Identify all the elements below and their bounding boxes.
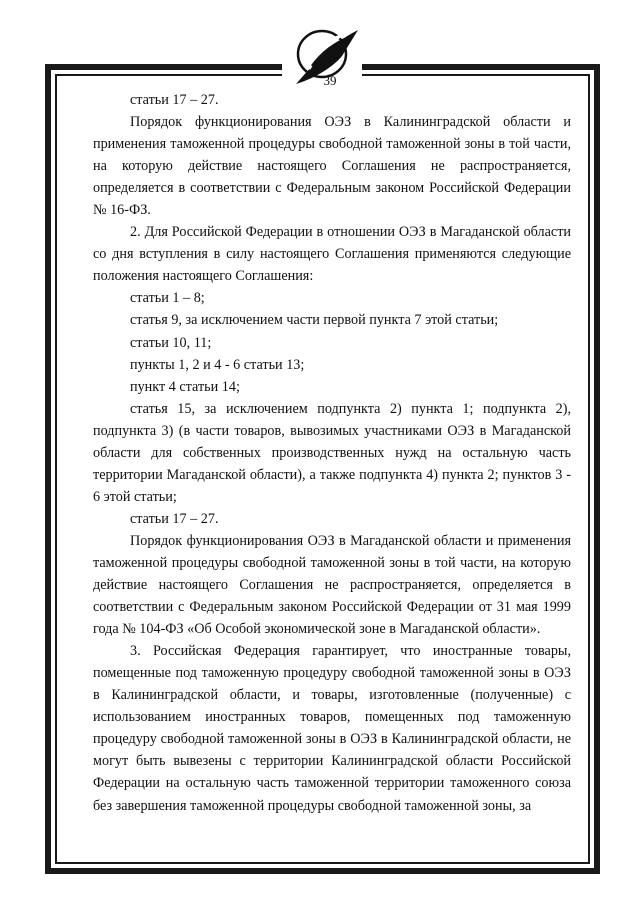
document-body — [93, 89, 571, 817]
paragraph: Порядок функционирования ОЭЗ в Магаданской области и применения таможенной процедуры свободной таможенной зоны в той части, на которую действие настоящего Соглашения не распространяется, определяется в соответствии с Федеральным законом Российской Федерации от 31 мая 1999 года № 104-ФЗ «Об Особой экономической зоне в Магаданской области». — [93, 532, 571, 638]
paragraph: статья 15, за исключением подпункта 2) пункта 1; подпункта 2), подпункта 3) (в части товаров, вывозимых участниками ОЭЗ в Магаданской области для собственных производственных нужд на остальную часть территории Магаданской области), а также подпункта 4) пункта 2; пунктов 3 - 6 этой статьи; — [93, 400, 571, 505]
paragraph: статьи 17 – 27. — [130, 510, 219, 527]
paragraph: 3. Российская Федерация гарантирует, что иностранные товары, помещенные под таможенную процедуру свободной таможенной зоны в ОЭЗ в Калининградской области, и товары, изготовленные (полученные) с использованием иностранных товаров, помещенных под таможенную процедуру свободной таможенной зоны в ОЭЗ в Калининградской области, не могут быть вывезены с территории Калининградской области Российской Федерации на остальную часть таможенной территории таможенного союза без завершения таможенной процедуры свободной таможенной зоны, за — [93, 643, 571, 814]
paragraph: статьи 10, 11; — [130, 334, 212, 351]
paragraph: Порядок функционирования ОЭЗ в Калининградской области и применения таможенной процедуры свободной таможенной зоны в той части, на которую действие настоящего Соглашения не распространяется, определяется в соответствии с Федеральным законом Российской Федерации № 16-ФЗ. — [93, 114, 571, 219]
paragraph: статья 9, за исключением части первой пункта 7 этой статьи; — [130, 312, 499, 329]
paragraph: 2. Для Российской Федерации в отношении ОЭЗ в Магаданской области со дня вступления в силу настоящего Соглашения применяются следующие положения настоящего Соглашения: — [93, 224, 571, 285]
paragraph: пункты 1, 2 и 4 - 6 статьи 13; — [130, 356, 305, 373]
paragraph: статьи 1 – 8; — [130, 290, 205, 307]
paragraph: пункт 4 статьи 14; — [130, 378, 240, 395]
page-number: 39 — [323, 73, 337, 88]
paragraph: статьи 17 – 27. — [130, 92, 219, 108]
